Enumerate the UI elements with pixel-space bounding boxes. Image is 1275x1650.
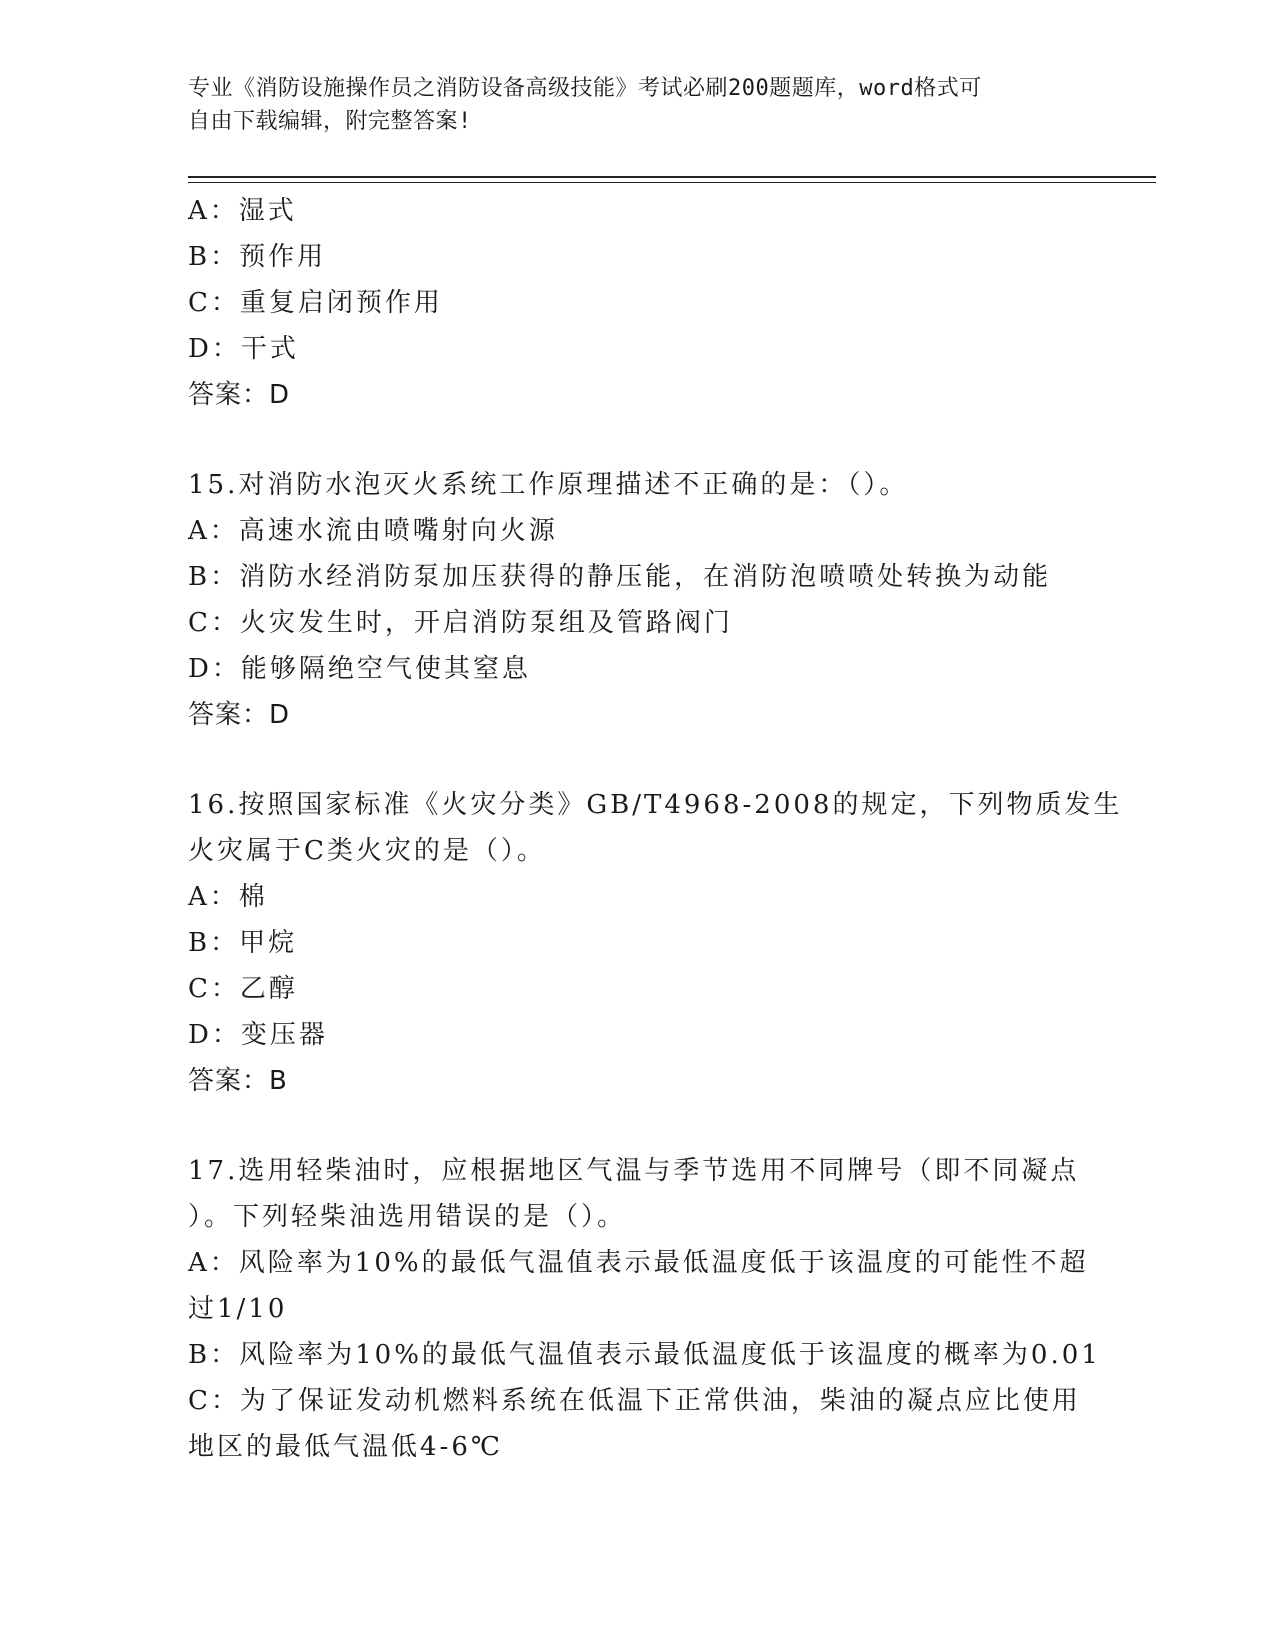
option-b: B：预作用 [188,242,327,272]
header-divider-thin [188,182,1156,183]
question-stem-line-1: 16.按照国家标准《火灾分类》GB/T4968-2008的规定，下列物质发生 [188,790,1123,820]
option-b: B：消防水经消防泵加压获得的静压能，在消防泡喷喷处转换为动能 [188,562,1052,592]
option-a-line-1: A：风险率为10%的最低气温值表示最低温度低于该温度的可能性不超 [188,1248,1089,1278]
question-17 [188,1148,1101,1470]
option-c-line-1: C：为了保证发动机燃料系统在低温下正常供油，柴油的凝点应比使用 [188,1386,1081,1416]
question-14 [188,188,1088,418]
answer: 答案：B [188,1066,288,1096]
header-line-1: 专业《消防设施操作员之消防设备高级技能》考试必刷200题题库，word格式可 [188,76,982,101]
question-15 [188,462,1088,738]
header-line-2: 自由下载编辑，附完整答案! [188,109,472,134]
question-stem-line-2: 火灾属于C类火灾的是（）。 [188,836,546,866]
answer: 答案：D [188,380,291,410]
option-c: C：重复启闭预作用 [188,288,443,318]
option-a: A：棉 [188,882,268,912]
option-d: D：干式 [188,334,299,364]
question-list [188,188,1123,1470]
spacer [188,738,1088,782]
document-header [188,72,1088,138]
option-a-line-2: 过1/10 [188,1294,288,1324]
spacer [188,1104,1088,1148]
question-16 [188,782,1123,1104]
header-divider-thick [188,176,1156,178]
question-stem: 15.对消防水泡灭火系统工作原理描述不正确的是：（）。 [188,470,909,500]
question-stem-line-2: ）。下列轻柴油选用错误的是（）。 [188,1202,627,1232]
option-c: C：乙醇 [188,974,298,1004]
option-b: B：风险率为10%的最低气温值表示最低温度低于该温度的概率为0.01 [188,1340,1101,1370]
answer: 答案：D [188,700,291,730]
option-c-line-2: 地区的最低气温低4-6℃ [188,1432,503,1462]
option-d: D：变压器 [188,1020,328,1050]
option-a: A：湿式 [188,196,297,226]
option-b: B：甲烷 [188,928,298,958]
option-c: C：火灾发生时，开启消防泵组及管路阀门 [188,608,733,638]
spacer [188,418,1088,462]
option-d: D：能够隔绝空气使其窒息 [188,654,531,684]
option-a: A：高速水流由喷嘴射向火源 [188,516,558,546]
question-stem-line-1: 17.选用轻柴油时，应根据地区气温与季节选用不同牌号（即不同凝点 [188,1156,1080,1186]
